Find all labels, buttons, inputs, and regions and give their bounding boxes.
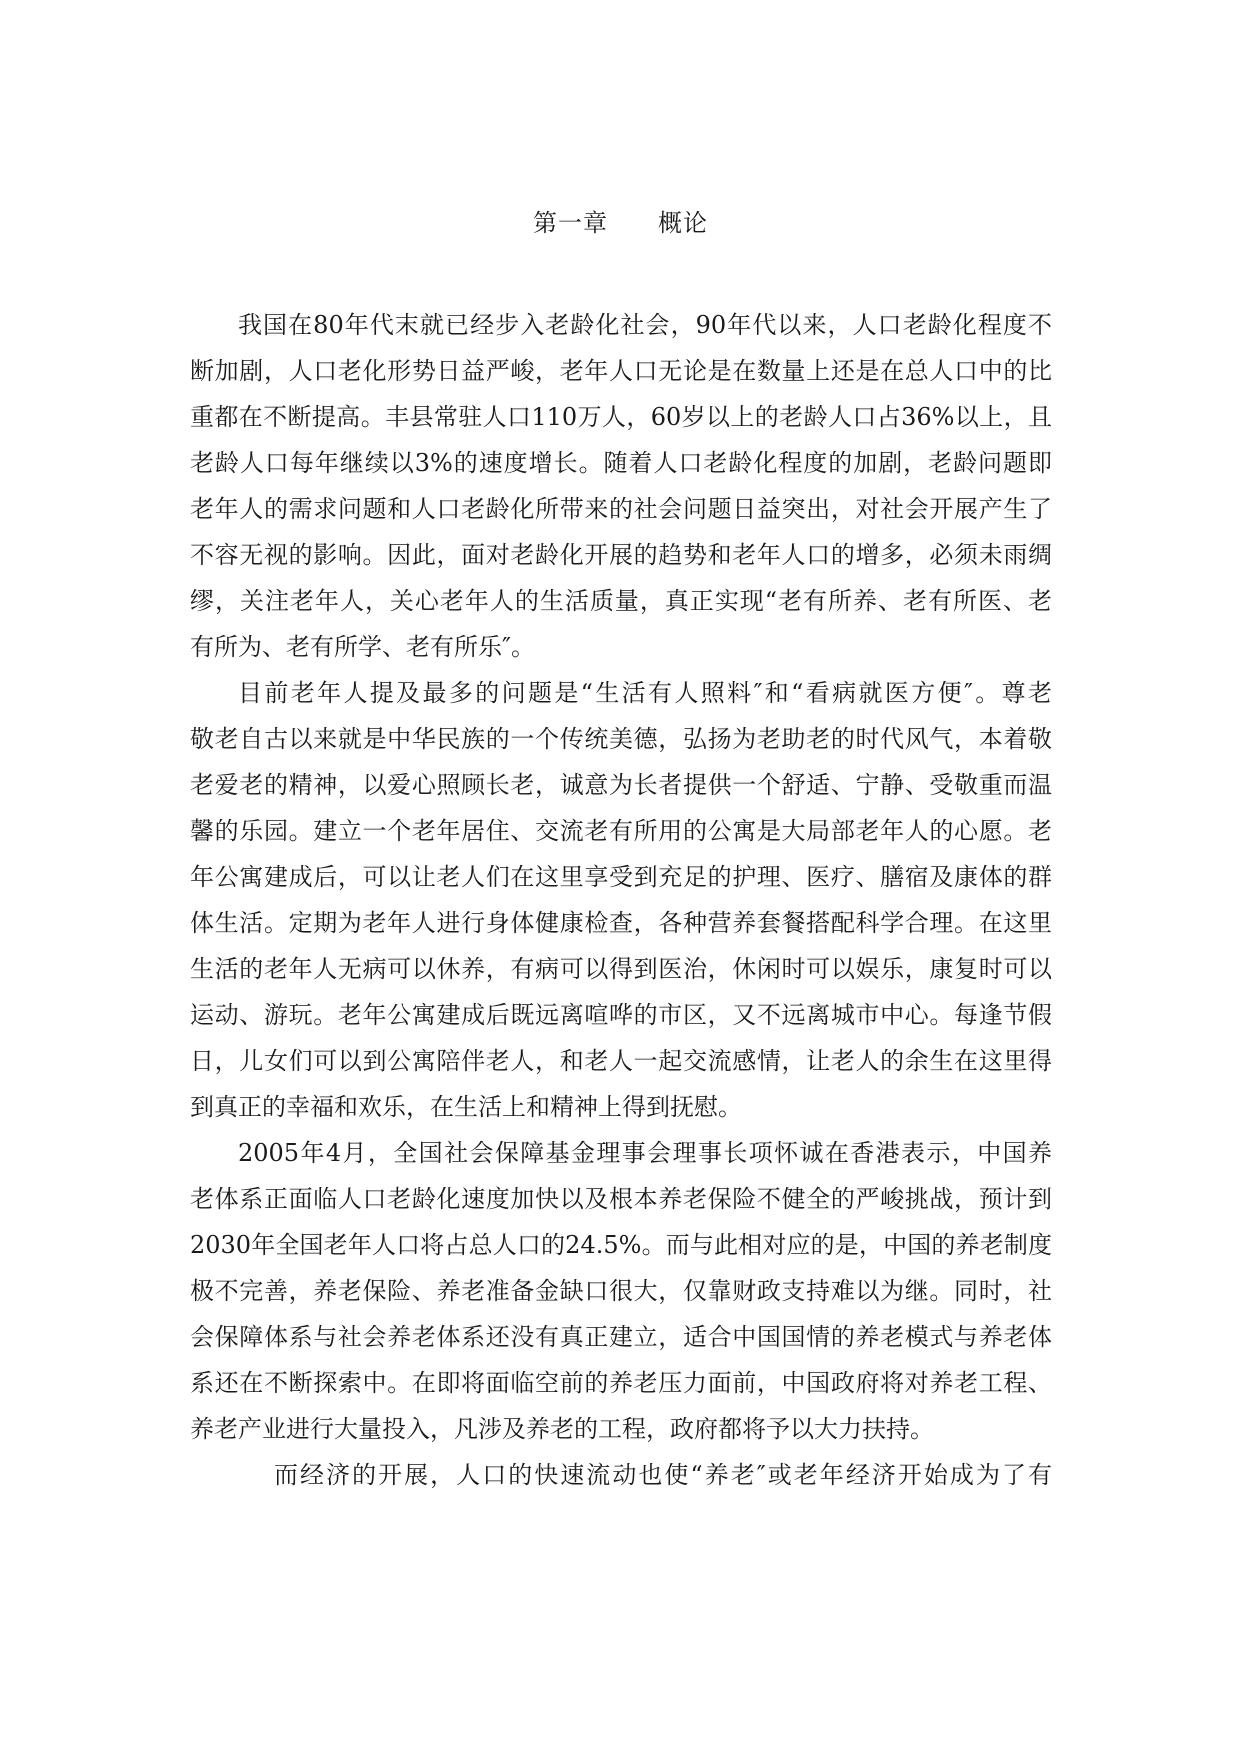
text-line: 老爱老的精神，以爱心照顾长老，诚意为长者提供一个舒适、宁静、受敬重而温 — [190, 771, 1052, 799]
text-line: 断加剧，人口老化形势日益严峻，老年人口无论是在数量上还是在总人口中的比 — [190, 357, 1052, 385]
body-text — [190, 302, 1052, 1498]
text-line: 运动、游玩。老年公寓建成后既远离喧哗的市区，又不远离城市中心。每逢节假 — [190, 1001, 1052, 1029]
text-line: 我国在80年代末就已经步入老龄化社会，90年代以来，人口老龄化程度不 — [238, 311, 1052, 339]
text-line: 极不完善，养老保险、养老准备金缺口很大，仅靠财政支持难以为继。同时，社 — [190, 1277, 1052, 1305]
chapter-title: 第一章 概论 — [533, 209, 708, 237]
text-line: 有所为、老有所学、老有所乐″。 — [190, 633, 535, 661]
text-line: 而经济的开展，人口的快速流动也使“养老″或老年经济开始成为了有 — [274, 1461, 1052, 1489]
text-line: 会保障体系与社会养老体系还没有真正建立，适合中国国情的养老模式与养老体 — [190, 1323, 1052, 1351]
text-line: 重都在不断提高。丰县常驻人口110万人，60岁以上的老龄人口占36%以上，且 — [190, 403, 1052, 431]
text-line: 年公寓建成后，可以让老人们在这里享受到充足的护理、医疗、膳宿及康体的群 — [190, 863, 1052, 891]
text-line: 生活的老年人无病可以休养，有病可以得到医治，休闲时可以娱乐，康复时可以 — [190, 955, 1052, 983]
text-line: 养老产业进行大量投入，凡涉及养老的工程，政府都将予以大力扶持。 — [190, 1415, 934, 1443]
text-line: 日，儿女们可以到公寓陪伴老人，和老人一起交流感情，让老人的余生在这里得 — [190, 1047, 1052, 1075]
text-line: 到真正的幸福和欢乐，在生活上和精神上得到抚慰。 — [190, 1093, 742, 1121]
text-line: 2005年4月，全国社会保障基金理事会理事长项怀诚在香港表示，中国养 — [238, 1139, 1052, 1167]
text-line: 敬老自古以来就是中华民族的一个传统美德，弘扬为老助老的时代风气，本着敬 — [190, 725, 1052, 753]
text-line: 老年人的需求问题和人口老龄化所带来的社会问题日益突出，对社会开展产生了 — [190, 495, 1052, 523]
text-line: 系还在不断探索中。在即将面临空前的养老压力面前，中国政府将对养老工程、 — [190, 1369, 1052, 1397]
text-line: 体生活。定期为老年人进行身体健康检查，各种营养套餐搭配科学合理。在这里 — [190, 909, 1052, 937]
text-line: 馨的乐园。建立一个老年居住、交流老有所用的公寓是大局部老年人的心愿。老 — [190, 817, 1052, 845]
text-line: 目前老年人提及最多的问题是“生活有人照料″和“看病就医方便″。尊老 — [238, 679, 1052, 707]
text-line: 不容无视的影响。因此，面对老龄化开展的趋势和老年人口的增多，必须未雨绸 — [190, 541, 1052, 569]
text-line: 老体系正面临人口老龄化速度加快以及根本养老保险不健全的严峻挑战，预计到 — [190, 1185, 1052, 1213]
text-line: 缪，关注老年人，关心老年人的生活质量，真正实现“老有所养、老有所医、老 — [190, 587, 1052, 615]
text-line: 2030年全国老年人口将占总人口的24.5%。而与此相对应的是，中国的养老制度 — [190, 1231, 1052, 1259]
text-line: 老龄人口每年继续以3%的速度增长。随着人口老龄化程度的加剧，老龄问题即 — [190, 449, 1052, 477]
